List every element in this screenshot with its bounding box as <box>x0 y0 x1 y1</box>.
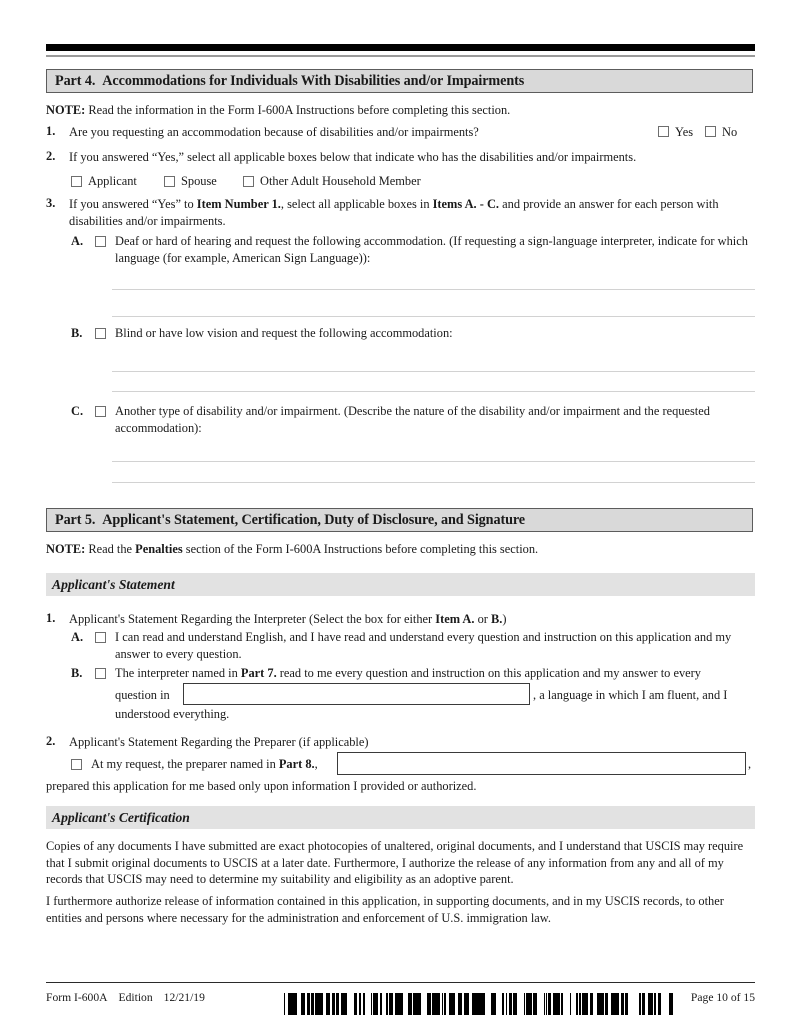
part5-item1b-text-bold: Part 7. <box>240 666 277 680</box>
part5-item1-text-post: ) <box>502 612 507 626</box>
part4-item3c-letter: C. <box>71 404 84 418</box>
part4-item3-text-c: and provide an answer for each person with disabilities and/or impairments. <box>69 197 719 228</box>
form-barcode <box>284 993 674 1015</box>
part5-item1-text <box>69 611 755 628</box>
part5-item1b-letter: B. <box>71 666 83 680</box>
footer-form-info <box>46 991 205 1004</box>
part5-item1-text-pre: Applicant's Statement Regarding the Interpreter (Select the box for either <box>69 612 436 626</box>
part4-item3c-answer-line-1[interactable] <box>112 461 755 462</box>
preparer-name-input[interactable] <box>337 752 746 775</box>
part4-item3-text-b: , select all applicable boxes in <box>280 197 433 211</box>
part4-item1-no-checkbox[interactable] <box>705 126 716 137</box>
part4-item3a-text: Deaf or hard of hearing and request the following accommodation. (If requesting a sign-language interpreter, indicate for which language (for example, American Sign Language)): <box>115 234 748 265</box>
part4-item2-other-checkbox[interactable] <box>243 176 254 187</box>
form-page <box>46 0 755 1035</box>
part4-item3c-checkbox[interactable] <box>95 406 106 417</box>
applicants-statement-band-label: Applicant's Statement <box>52 576 175 592</box>
part5-item2-text-bold: Part 8. <box>278 757 315 771</box>
part4-item3c-text: Another type of disability and/or impairment. (Describe the nature of the disability and/or impairment and the requested accommodation): <box>115 404 710 435</box>
part5-item2-checkbox[interactable] <box>71 759 82 770</box>
part5-item2-trailing-comma: , <box>748 757 752 771</box>
part5-item1-text-mid: or <box>474 612 492 626</box>
part4-item2-text: If you answered “Yes,” select all applicable boxes below that indicate who has the disabilities and/or impairments. <box>69 150 637 164</box>
interpreter-language-input[interactable] <box>183 683 530 705</box>
part5-item1a-text: I can read and understand English, and I have read and understand every question and instruction on this application and my answer to every question. <box>115 630 732 661</box>
part5-item1a-checkbox[interactable] <box>95 632 106 643</box>
part4-item3b-answer-line-1[interactable] <box>112 371 755 372</box>
part4-item2-spouse-checkbox[interactable] <box>164 176 175 187</box>
applicants-statement-band <box>46 573 755 596</box>
part4-item1-text: Are you requesting an accommodation because of disabilities and/or impairments? <box>69 125 479 139</box>
part5-item1b-checkbox[interactable] <box>95 668 106 679</box>
part4-item3-text-a: If you answered “Yes” to <box>69 197 197 211</box>
part5-header <box>46 508 753 532</box>
part5-item2-text-post: , <box>314 757 318 771</box>
part5-item1-number: 1. <box>46 611 56 625</box>
part5-note-text-pre: Read the <box>88 542 136 556</box>
part5-item1b-text-pre: The interpreter named in <box>115 666 241 680</box>
footer-form-number: Form I-600A <box>46 991 108 1004</box>
part4-item3-text <box>69 196 755 229</box>
part5-note-text-post: section of the Form I-600A Instructions before completing this section. <box>182 542 539 556</box>
part4-item3a-answer-line-2[interactable] <box>112 316 755 317</box>
part4-item3b-text: Blind or have low vision and request the following accommodation: <box>115 326 453 340</box>
top-rule-thick <box>46 44 755 51</box>
part4-item3-number: 3. <box>46 196 56 210</box>
part5-item1a-letter: A. <box>71 630 84 644</box>
part4-item3c-answer-line-2[interactable] <box>112 482 755 483</box>
part4-item3-text-bold-2: Items A. - C. <box>432 197 500 211</box>
part5-item1b-line2-post: , a language in which I am fluent, and I <box>533 688 728 702</box>
part5-item2-number: 2. <box>46 734 56 748</box>
part5-item1b-text-line1 <box>115 665 755 682</box>
part4-note <box>46 102 755 119</box>
part4-item3b-answer-line-2[interactable] <box>112 391 755 392</box>
part4-item2-number: 2. <box>46 149 56 163</box>
part4-item3a-checkbox[interactable] <box>95 236 106 247</box>
part5-label: Part 5. <box>55 511 96 528</box>
part5-item2-text-pre: At my request, the preparer named in <box>91 757 279 771</box>
applicants-certification-band-label: Applicant's Certification <box>52 809 190 825</box>
part4-note-label: NOTE: <box>46 103 86 117</box>
part4-item3a-answer-line-1[interactable] <box>112 289 755 290</box>
part4-note-text: Read the information in the Form I-600A Instructions before completing this section. <box>88 103 511 117</box>
part4-item2-other-label: Other Adult Household Member <box>260 174 421 188</box>
part5-item2-checkbox-text <box>91 756 318 773</box>
part4-item3-text-bold-1: Item Number 1. <box>196 197 281 211</box>
footer-page-number: Page 10 of 15 <box>690 991 755 1004</box>
part4-item3b-letter: B. <box>71 326 83 340</box>
applicants-certification-band <box>46 806 755 829</box>
footer-edition-date: 12/21/19 <box>163 991 205 1004</box>
part4-title: Accommodations for Individuals With Disabilities and/or Impairments <box>102 72 525 89</box>
part5-title: Applicant's Statement, Certification, Duty of Disclosure, and Signature <box>102 511 526 528</box>
part5-note-label: NOTE: <box>46 542 86 556</box>
part4-item1-no-label: No <box>722 125 738 139</box>
part5-item1b-line3: understood everything. <box>115 707 230 721</box>
footer-rule <box>46 982 755 983</box>
part5-note-text-bold: Penalties <box>135 542 183 556</box>
part4-item2-applicant-label: Applicant <box>88 174 137 188</box>
part5-item2-text: Applicant's Statement Regarding the Preparer (if applicable) <box>69 735 369 749</box>
part4-item3b-checkbox[interactable] <box>95 328 106 339</box>
certification-paragraph-2: I furthermore authorize release of information contained in this application, in supporting documents, and in my USCIS records, to other entities and persons where necessary for the administration and enforcement of U.S. immigration law. <box>46 894 724 925</box>
top-rule-thin <box>46 55 755 57</box>
part4-label: Part 4. <box>55 72 96 89</box>
part4-item2-applicant-checkbox[interactable] <box>71 176 82 187</box>
part5-item1b-text-post: read to me every question and instruction on this application and my answer to every <box>276 666 701 680</box>
part4-item1-number: 1. <box>46 124 56 138</box>
part5-item2-line2: prepared this application for me based only upon information I provided or authorized. <box>46 779 477 793</box>
part5-item1-text-bold-2: B. <box>491 612 503 626</box>
part4-item2-spouse-label: Spouse <box>181 174 217 188</box>
part4-header <box>46 69 753 93</box>
part5-note <box>46 541 755 558</box>
certification-paragraph-1: Copies of any documents I have submitted are exact photocopies of unaltered, original documents, and I understand that USCIS may require that I submit original documents to USCIS at a later date. Furthermore, I authorize the release of any information from any and all of my records that USCIS may need to determine my suitability and eligibility as an adoptive parent. <box>46 839 744 886</box>
part5-item1b-line2-pre: question in <box>115 688 170 702</box>
part4-item3a-letter: A. <box>71 234 84 248</box>
part4-item1-yes-checkbox[interactable] <box>658 126 669 137</box>
footer-edition-label: Edition <box>118 991 153 1004</box>
part5-item1-text-bold-1: Item A. <box>435 612 475 626</box>
part4-item1-yes-label: Yes <box>675 125 694 139</box>
